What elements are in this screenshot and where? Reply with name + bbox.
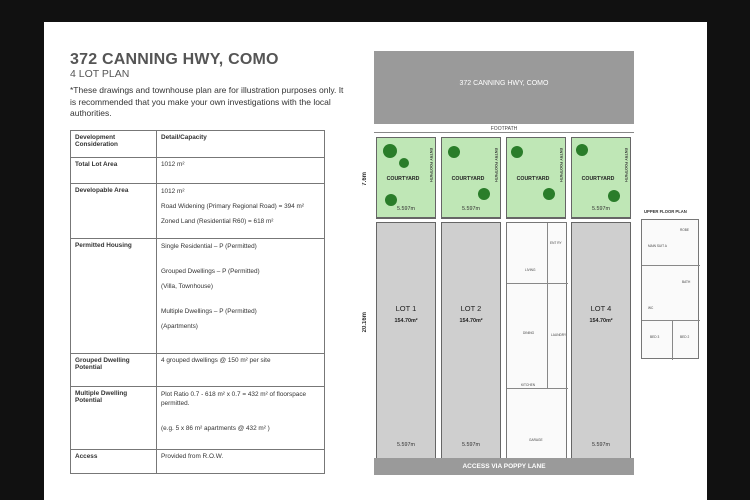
table-header-row [71, 131, 325, 158]
courtyard-label: COURTYARD [451, 176, 485, 182]
tree-icon [478, 188, 490, 200]
row-label: Total Lot Area [71, 158, 157, 184]
development-table [70, 130, 325, 474]
lot-width-label: 5.597m [397, 442, 415, 448]
tree-icon [448, 146, 460, 158]
lot-2-courtyard [441, 137, 501, 219]
footpath-label: FOOTPATH [490, 126, 518, 132]
table-row [71, 158, 325, 184]
courtyard-label: COURTYARD [516, 176, 550, 182]
tree-icon [543, 188, 555, 200]
room-label: LIVING [525, 268, 536, 272]
road-label: 372 CANNING HWY, COMO [459, 80, 549, 87]
footpath-line [374, 132, 634, 133]
tree-icon [608, 190, 620, 202]
value-line: (Apartments) [161, 323, 198, 330]
lot-depth-label: 20.16m [362, 312, 368, 333]
table-row [71, 354, 325, 387]
access-lane-label: ACCESS VIA POPPY LANE [374, 458, 634, 475]
value-line: (e.g. 5 x 86 m² apartments @ 432 m² ) [161, 425, 270, 432]
courtyard-label: COURTYARD [581, 176, 615, 182]
room-label: ENT RY [550, 241, 562, 245]
courtyard-label: COURTYARD [386, 176, 420, 182]
disclaimer-text: *These drawings and townhouse plan are for illustration purposes only. It is recommended that you make your own investigations with the local authorities. [70, 85, 344, 118]
room-label: DINING [523, 331, 535, 335]
lot-1-courtyard [376, 137, 436, 219]
lot-4-area [571, 222, 631, 459]
tree-icon [383, 144, 397, 158]
tree-icon [385, 194, 397, 206]
row-value: 4 grouped dwellings @ 150 m² per site [157, 354, 325, 387]
row-value: 1012 m² [157, 158, 325, 184]
entry-footpath-label: ENTRY FOOTPATH [494, 148, 498, 183]
entry-footpath-label: ENTRY FOOTPATH [559, 148, 563, 183]
room-label: KITCHEN [521, 383, 535, 387]
value-line: Zoned Land (Residential R60) = 618 m² [161, 218, 274, 225]
lot-3-townhouse-plan [506, 222, 567, 459]
lot-1-area [376, 222, 436, 459]
lot-width-label: 5.597m [397, 206, 415, 212]
tree-icon [576, 144, 588, 156]
page-subtitle: 4 LOT PLAN [70, 68, 130, 80]
lot-2-name: LOT 2 [460, 304, 482, 313]
tree-icon [399, 158, 409, 168]
table-row [71, 450, 325, 474]
brochure-page [44, 22, 707, 500]
row-label: Developable Area [71, 184, 157, 239]
row-label: Grouped Dwelling Potential [71, 354, 157, 387]
table-row [71, 387, 325, 450]
entry-footpath-label: ENTRY FOOTPATH [624, 148, 628, 183]
lot-1-name: LOT 1 [395, 304, 417, 313]
value-line: Single Residential – P (Permitted) [161, 243, 257, 250]
table-row [71, 239, 325, 354]
room-label: MAIN SUIT A [648, 244, 667, 248]
room-label: GARAGE [529, 438, 543, 442]
lot-3-courtyard [506, 137, 566, 219]
lot-width-label: 5.597m [462, 442, 480, 448]
column-header: Development Consideration [71, 131, 157, 158]
value-line: Multiple Dwellings – P (Permitted) [161, 308, 257, 315]
lot-1-area-label: 154.70m² [394, 318, 418, 324]
lot-4-area-label: 154.70m² [589, 318, 613, 324]
value-line: (Villa, Townhouse) [161, 283, 213, 290]
value-line: Plot Ratio 0.7 - 618 m² x 0.7 = 432 m² of floorspace permitted. [161, 391, 307, 407]
room-label: BED 3 [650, 335, 660, 339]
value-line: 1012 m² [161, 188, 185, 195]
value-line: Road Widening (Primary Regional Road) = 394 m² [161, 203, 304, 210]
row-value [157, 239, 325, 354]
value-line: Grouped Dwellings – P (Permitted) [161, 268, 260, 275]
lot-width-label: 5.597m [592, 442, 610, 448]
row-value [157, 184, 325, 239]
room-label: WC [648, 306, 654, 310]
upper-floor-plan [641, 219, 699, 359]
page-title: 372 CANNING HWY, COMO [70, 51, 279, 68]
lot-4-courtyard [571, 137, 631, 219]
row-label: Permitted Housing [71, 239, 157, 354]
entry-footpath-label: ENTRY FOOTPATH [429, 148, 433, 183]
courtyard-depth-label: 7.6m [362, 172, 368, 186]
room-label: ROBE [680, 228, 690, 232]
room-label: LAUNDRY [551, 333, 567, 337]
column-header: Detail/Capacity [157, 131, 325, 158]
lot-width-label: 5.597m [592, 206, 610, 212]
upper-floor-label: UPPER FLOOR PLAN [644, 209, 687, 214]
canning-hwy-road [374, 51, 634, 124]
lot-width-label: 5.597m [462, 206, 480, 212]
row-value [157, 387, 325, 450]
row-label: Access [71, 450, 157, 474]
room-label: BED 2 [680, 335, 690, 339]
lot-2-area [441, 222, 501, 459]
room-label: BATH [682, 280, 691, 284]
lot-2-area-label: 154.70m² [459, 318, 483, 324]
row-value: Provided from R.O.W. [157, 450, 325, 474]
tree-icon [511, 146, 523, 158]
row-label: Multiple Dwelling Potential [71, 387, 157, 450]
table-row [71, 184, 325, 239]
lot-4-name: LOT 4 [590, 304, 612, 313]
